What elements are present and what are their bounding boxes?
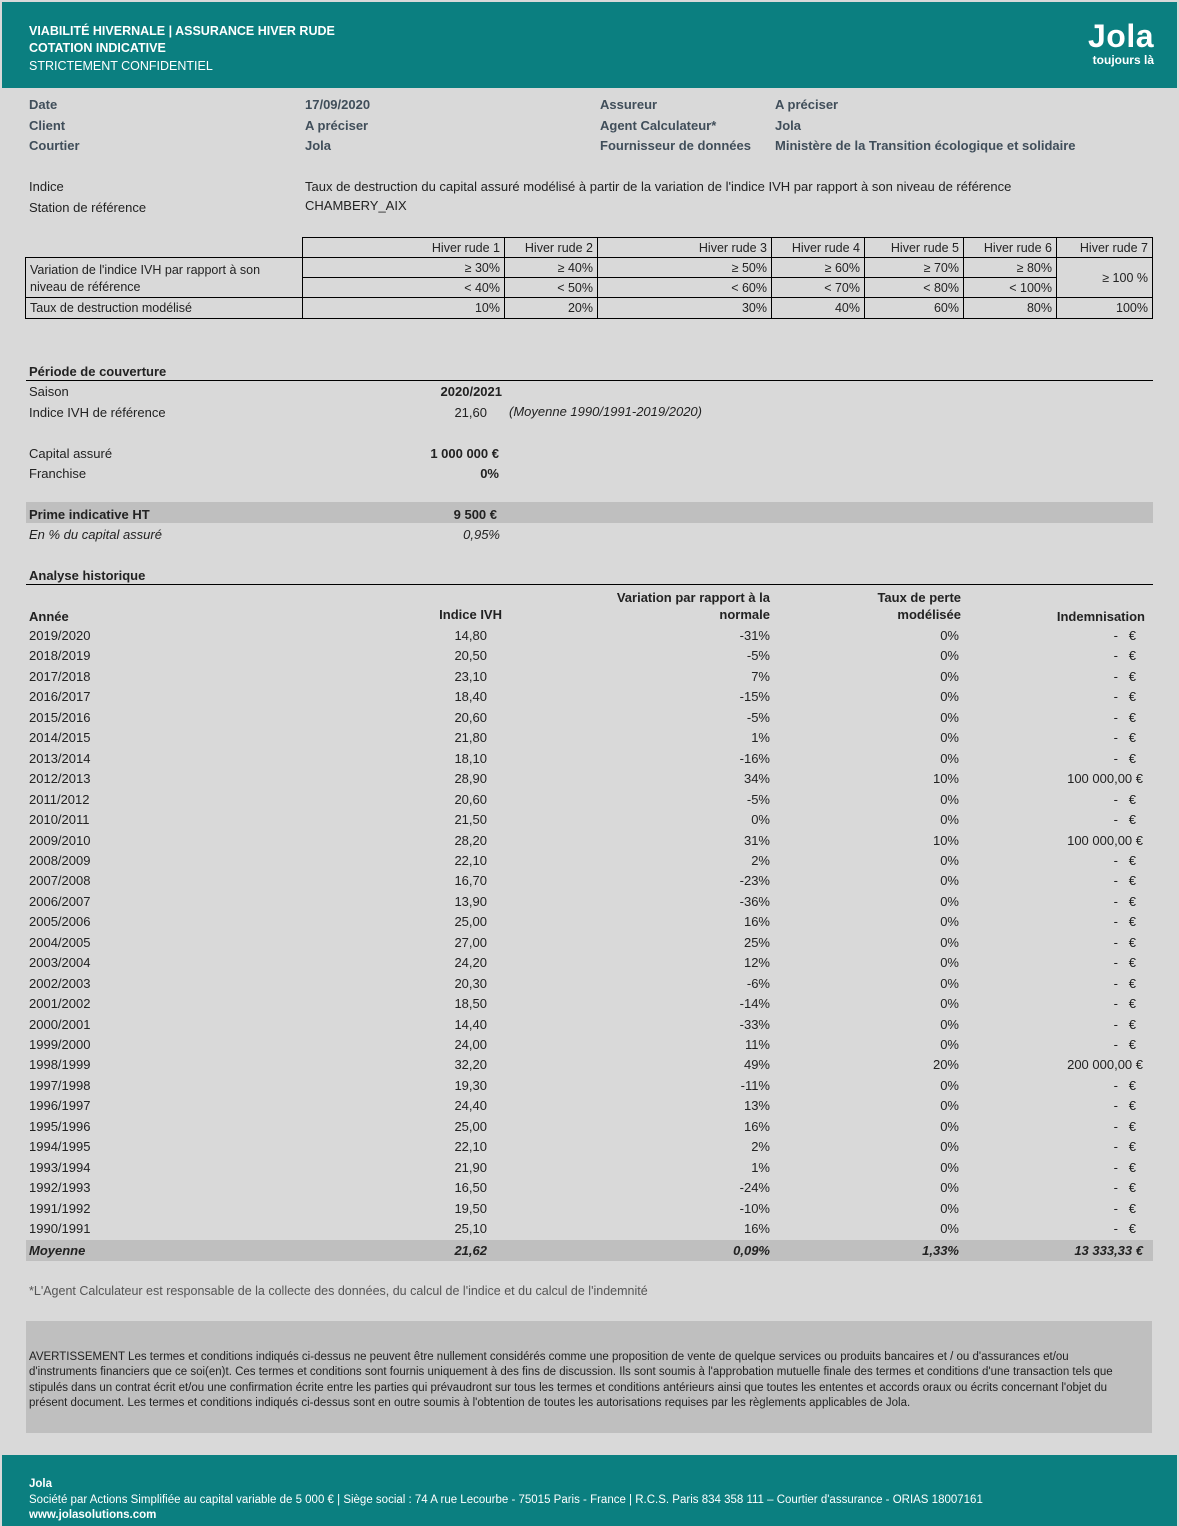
row-ivh: 19,50 xyxy=(454,1200,487,1216)
table-row xyxy=(29,646,1149,666)
row-ivh: 14,40 xyxy=(454,1016,487,1032)
row-indemnisation: - € xyxy=(1113,1098,1136,1114)
client-value: A préciser xyxy=(305,118,369,133)
row-variation: 25% xyxy=(743,934,770,950)
footnote: *L'Agent Calculateur est responsable de la collecte des données, du calcul de l'indice et du calcul de l'indemnité xyxy=(29,1284,648,1298)
row-year: 2017/2018 xyxy=(29,668,91,684)
row-loss-rate: 0% xyxy=(940,1200,959,1216)
row-loss-rate: 20% xyxy=(932,1057,959,1073)
table-row xyxy=(29,1137,1149,1157)
row-loss-rate: 0% xyxy=(940,996,959,1012)
courtier-value: Jola xyxy=(305,138,332,153)
row-variation: -11% xyxy=(740,1077,770,1093)
table-row xyxy=(29,708,1149,728)
threshold-header: Hiver rude 7 xyxy=(1056,237,1153,258)
footer-company: Jola xyxy=(29,1478,53,1490)
indice-label: Indice xyxy=(29,179,64,194)
row-indemnisation: 100 000,00 € xyxy=(1067,771,1143,787)
row-indemnisation: - € xyxy=(1113,689,1136,705)
station-value: CHAMBERY_AIX xyxy=(305,198,407,213)
row-indemnisation: - € xyxy=(1113,812,1136,828)
row-variation: -16% xyxy=(739,750,770,766)
col-ivh: Indice IVH xyxy=(439,607,502,622)
fournisseur-label: Fournisseur de données xyxy=(600,138,751,153)
row-indemnisation: - € xyxy=(1113,934,1136,950)
row-variation: 0% xyxy=(751,812,770,828)
row-indemnisation: - € xyxy=(1113,1077,1136,1093)
table-row xyxy=(29,994,1149,1014)
row-year: 1991/1992 xyxy=(29,1200,91,1216)
row-variation: -14% xyxy=(739,996,770,1012)
table-row xyxy=(29,892,1149,912)
variation-label: Variation de l'indice IVH par rapport à son niveau de référence xyxy=(25,257,303,298)
row-variation: 31% xyxy=(743,832,770,848)
row-loss-rate: 0% xyxy=(940,934,959,950)
threshold-lower: ≥ 40% xyxy=(504,257,598,278)
row-year: 1992/1993 xyxy=(29,1180,91,1196)
row-ivh: 20,60 xyxy=(454,709,487,725)
col-indemnisation: Indemnisation xyxy=(1056,609,1145,624)
table-row xyxy=(29,1055,1149,1075)
capital-label: Capital assuré xyxy=(29,446,113,461)
row-indemnisation: - € xyxy=(1113,1159,1136,1175)
row-loss-rate: 0% xyxy=(940,668,959,684)
table-row xyxy=(29,974,1149,994)
row-loss-rate: 0% xyxy=(940,730,959,746)
row-variation: -24% xyxy=(739,1180,770,1196)
row-year: 2013/2014 xyxy=(29,750,91,766)
average-row xyxy=(29,1241,1149,1261)
row-ivh: 18,10 xyxy=(454,750,487,766)
threshold-upper: < 80% xyxy=(864,277,964,298)
threshold-header: Hiver rude 4 xyxy=(771,237,865,258)
footer-banner xyxy=(2,1455,1177,1526)
header-confidential: STRICTEMENT CONFIDENTIEL xyxy=(29,59,213,73)
avg-ivh: 21,62 xyxy=(454,1243,487,1258)
threshold-upper: < 50% xyxy=(504,277,598,298)
row-indemnisation: - € xyxy=(1113,893,1136,909)
col-loss-line2: modélisée xyxy=(897,607,961,622)
row-year: 1993/1994 xyxy=(29,1159,91,1175)
row-variation: -36% xyxy=(739,893,770,909)
row-loss-rate: 0% xyxy=(940,689,959,705)
row-variation: 49% xyxy=(743,1057,770,1073)
table-row xyxy=(29,687,1149,707)
row-variation: -5% xyxy=(746,709,770,725)
indice-value: Taux de destruction du capital assuré modélisé à partir de la variation de l'indice IVH par rapport à son niveau de référence xyxy=(305,179,1012,194)
table-row xyxy=(29,1035,1149,1055)
threshold-upper: < 100% xyxy=(963,277,1057,298)
table-row xyxy=(29,1015,1149,1035)
row-ivh: 13,90 xyxy=(454,893,487,909)
table-row xyxy=(29,810,1149,830)
row-indemnisation: - € xyxy=(1113,852,1136,868)
table-row xyxy=(29,790,1149,810)
row-indemnisation: 200 000,00 € xyxy=(1067,1057,1143,1073)
row-ivh: 16,70 xyxy=(454,873,487,889)
table-row xyxy=(29,1178,1149,1198)
row-loss-rate: 10% xyxy=(932,771,959,787)
row-ivh: 14,80 xyxy=(454,628,487,643)
table-row xyxy=(29,933,1149,953)
fournisseur-value: Ministère de la Transition écologique et solidaire xyxy=(775,138,1076,153)
table-row xyxy=(29,1117,1149,1137)
row-ivh: 21,80 xyxy=(454,730,487,746)
row-indemnisation: - € xyxy=(1113,628,1136,643)
row-variation: -15% xyxy=(739,689,770,705)
threshold-rate: 20% xyxy=(504,297,598,319)
logo-tagline: toujours là xyxy=(1092,53,1154,67)
row-ivh: 32,20 xyxy=(454,1057,487,1073)
threshold-header: Hiver rude 5 xyxy=(864,237,964,258)
row-ivh: 20,60 xyxy=(454,791,487,807)
row-year: 1996/1997 xyxy=(29,1098,91,1114)
row-indemnisation: 100 000,00 € xyxy=(1067,832,1143,848)
row-ivh: 22,10 xyxy=(454,852,487,868)
row-variation: -33% xyxy=(739,1016,770,1032)
table-row xyxy=(29,953,1149,973)
row-loss-rate: 0% xyxy=(940,1118,959,1134)
row-indemnisation: - € xyxy=(1113,1016,1136,1032)
date-value: 17/09/2020 xyxy=(305,97,371,112)
table-row xyxy=(29,728,1149,748)
row-year: 2005/2006 xyxy=(29,914,91,930)
rate-label: Taux de destruction modélisé xyxy=(25,297,303,319)
avg-var: 0,09% xyxy=(733,1243,770,1258)
row-indemnisation: - € xyxy=(1113,709,1136,725)
row-ivh: 18,50 xyxy=(454,996,487,1012)
row-variation: -23% xyxy=(739,873,770,889)
saison-value: 2020/2021 xyxy=(440,384,502,399)
header-title: VIABILITÉ HIVERNALE | ASSURANCE HIVER RUDE xyxy=(29,24,335,38)
table-row xyxy=(29,1076,1149,1096)
row-year: 2011/2012 xyxy=(29,791,90,807)
row-indemnisation: - € xyxy=(1113,996,1136,1012)
footer-website[interactable]: www.jolasolutions.com xyxy=(29,1509,157,1521)
row-ivh: 18,40 xyxy=(454,689,487,705)
row-indemnisation: - € xyxy=(1113,750,1136,766)
row-variation: 16% xyxy=(743,914,770,930)
row-year: 2014/2015 xyxy=(29,730,91,746)
row-loss-rate: 0% xyxy=(940,893,959,909)
row-year: 2001/2002 xyxy=(29,996,91,1012)
pct-label: En % du capital assuré xyxy=(29,527,162,542)
threshold-rate: 30% xyxy=(597,297,772,319)
row-year: 1997/1998 xyxy=(29,1077,91,1093)
logo-name: Jola xyxy=(1087,18,1154,54)
threshold-upper: < 60% xyxy=(597,277,772,298)
row-loss-rate: 0% xyxy=(940,709,959,725)
prime-value: 9 500 € xyxy=(453,507,497,522)
row-ivh: 24,20 xyxy=(454,955,487,971)
row-variation: 11% xyxy=(744,1037,770,1052)
threshold-upper: < 70% xyxy=(771,277,865,298)
row-variation: 16% xyxy=(743,1118,770,1134)
row-ivh: 28,90 xyxy=(454,771,487,787)
row-ivh: 21,50 xyxy=(454,812,487,828)
row-loss-rate: 0% xyxy=(940,1180,959,1196)
row-ivh: 21,90 xyxy=(454,1159,487,1175)
row-year: 2009/2010 xyxy=(29,832,91,848)
footer-legal: Société par Actions Simplifiée au capital variable de 5 000 € | Siège social : 74 A rue Lecourbe - 75015 Paris - France | R.C.S. Paris 834 358 111 – Courtier d'assurance - ORIAS 18007161 xyxy=(29,1494,983,1506)
row-year: 2006/2007 xyxy=(29,893,91,909)
row-year: 2018/2019 xyxy=(29,648,91,664)
threshold-rate: 100% xyxy=(1056,297,1153,319)
table-row xyxy=(29,1219,1149,1239)
ivh-ref-value: 21,60 xyxy=(454,405,487,420)
threshold-lower: ≥ 30% xyxy=(302,257,505,278)
row-indemnisation: - € xyxy=(1113,791,1136,807)
row-year: 1990/1991 xyxy=(29,1221,91,1237)
row-ivh: 25,00 xyxy=(454,1118,487,1134)
station-label: Station de référence xyxy=(29,200,147,215)
row-ivh: 16,50 xyxy=(454,1180,487,1196)
assureur-label: Assureur xyxy=(600,97,658,112)
agent-label: Agent Calculateur* xyxy=(600,118,717,133)
row-ivh: 27,00 xyxy=(454,934,487,950)
table-row xyxy=(29,1158,1149,1178)
threshold-upper: < 40% xyxy=(302,277,505,298)
row-loss-rate: 0% xyxy=(940,1016,959,1032)
row-year: 2010/2011 xyxy=(29,812,90,828)
ivh-ref-label: Indice IVH de référence xyxy=(29,405,166,420)
row-indemnisation: - € xyxy=(1113,1180,1136,1196)
threshold-lower: ≥ 60% xyxy=(771,257,865,278)
threshold-rate: 80% xyxy=(963,297,1057,319)
row-variation: 16% xyxy=(743,1221,770,1237)
row-ivh: 24,40 xyxy=(454,1098,487,1114)
row-loss-rate: 0% xyxy=(940,955,959,971)
threshold-lower: ≥ 70% xyxy=(864,257,964,278)
row-year: 2015/2016 xyxy=(29,709,91,725)
row-loss-rate: 0% xyxy=(940,873,959,889)
row-loss-rate: 0% xyxy=(940,648,959,664)
agent-value: Jola xyxy=(775,118,802,133)
row-indemnisation: - € xyxy=(1113,914,1136,930)
row-loss-rate: 0% xyxy=(940,1221,959,1237)
row-variation: -6% xyxy=(746,975,770,991)
table-row xyxy=(29,831,1149,851)
table-row xyxy=(29,667,1149,687)
jola-logo xyxy=(1088,19,1154,67)
row-loss-rate: 0% xyxy=(940,1077,959,1093)
threshold-rate: 10% xyxy=(302,297,505,319)
row-year: 1995/1996 xyxy=(29,1118,91,1134)
row-year: 1999/2000 xyxy=(29,1037,91,1052)
row-variation: 1% xyxy=(751,1159,770,1175)
client-label: Client xyxy=(29,118,66,133)
row-ivh: 20,30 xyxy=(454,975,487,991)
col-var-line1: Variation par rapport à la xyxy=(616,590,770,605)
capital-value: 1 000 000 € xyxy=(430,446,499,461)
row-year: 2012/2013 xyxy=(29,771,91,787)
table-row xyxy=(29,1199,1149,1219)
row-loss-rate: 0% xyxy=(940,852,959,868)
table-row xyxy=(29,912,1149,932)
franchise-label: Franchise xyxy=(29,466,87,481)
row-indemnisation: - € xyxy=(1113,730,1136,746)
row-indemnisation: - € xyxy=(1113,1221,1136,1237)
row-loss-rate: 0% xyxy=(940,1139,959,1155)
ivh-ref-note: (Moyenne 1990/1991-2019/2020) xyxy=(509,404,702,419)
date-label: Date xyxy=(29,97,58,112)
table-row xyxy=(29,769,1149,789)
col-year: Année xyxy=(29,609,69,624)
table-row xyxy=(29,871,1149,891)
row-ivh: 25,10 xyxy=(454,1221,487,1237)
col-loss-line1: Taux de perte xyxy=(877,590,961,605)
saison-label: Saison xyxy=(29,384,69,399)
row-variation: 12% xyxy=(743,955,770,971)
row-year: 2007/2008 xyxy=(29,873,91,889)
row-ivh: 22,10 xyxy=(454,1139,487,1155)
prime-label: Prime indicative HT xyxy=(29,507,150,522)
row-variation: -5% xyxy=(746,791,770,807)
threshold-header: Hiver rude 2 xyxy=(504,237,598,258)
threshold-lower: ≥ 80% xyxy=(963,257,1057,278)
table-row xyxy=(29,851,1149,871)
row-variation: -5% xyxy=(746,648,770,664)
row-ivh: 28,20 xyxy=(454,832,487,848)
threshold-rate: 40% xyxy=(771,297,865,319)
row-variation: 1% xyxy=(751,730,770,746)
row-loss-rate: 0% xyxy=(940,1159,959,1175)
history-title: Analyse historique xyxy=(29,568,146,583)
table-row xyxy=(29,626,1149,646)
row-year: 2008/2009 xyxy=(29,852,91,868)
row-indemnisation: - € xyxy=(1113,1118,1136,1134)
row-variation: 7% xyxy=(751,668,770,684)
threshold-header: Hiver rude 1 xyxy=(302,237,505,258)
row-loss-rate: 0% xyxy=(940,914,959,930)
row-ivh: 19,30 xyxy=(454,1077,487,1093)
header-banner xyxy=(2,2,1177,88)
courtier-label: Courtier xyxy=(29,138,80,153)
threshold-lower: ≥ 50% xyxy=(597,257,772,278)
franchise-value: 0% xyxy=(480,466,499,481)
row-loss-rate: 0% xyxy=(940,791,959,807)
row-loss-rate: 0% xyxy=(940,750,959,766)
row-loss-rate: 0% xyxy=(940,1098,959,1114)
avg-loss: 1,33% xyxy=(922,1243,959,1258)
row-variation: 2% xyxy=(751,1139,770,1155)
pct-value: 0,95% xyxy=(463,527,500,542)
history-divider xyxy=(26,584,1153,585)
row-year: 2004/2005 xyxy=(29,934,91,950)
row-year: 2019/2020 xyxy=(29,628,91,643)
table-row xyxy=(29,1096,1149,1116)
row-indemnisation: - € xyxy=(1113,648,1136,664)
threshold-header: Hiver rude 6 xyxy=(963,237,1057,258)
col-var-line2: normale xyxy=(719,607,770,622)
row-loss-rate: 0% xyxy=(940,1037,959,1052)
disclaimer-text: AVERTISSEMENT Les termes et conditions indiqués ci-dessus ne peuvent être nullement considérés comme une proposition de vente de quelque services ou produits bancaires et / ou d'assurances et/ou d'instruments financiers que ce soi(en)t. Ces termes et conditions sont fournis uniquement à des fins de discussion. Ils sont soumis à l'approbation mutuelle finale des termes et conditions d'une transaction tels que stipulés dans un contrat écrit et/ou une confirmation écrite entre les parties qui prévaudront sur tous les termes et conditions antérieurs ainsi que toutes les ententes et accords oraux ou écrits concernant l'objet du présent document. Les termes et conditions indiqués ci-dessus sont en outre soumis à l'obtention de toutes les autorisations requises par les règlements applicables de Jola. xyxy=(29,1351,1113,1409)
row-year: 2016/2017 xyxy=(29,689,91,705)
avg-label: Moyenne xyxy=(29,1243,86,1258)
row-year: 2002/2003 xyxy=(29,975,91,991)
row-year: 1994/1995 xyxy=(29,1139,91,1155)
avg-indemnisation: 13 333,33 € xyxy=(1074,1243,1143,1258)
row-indemnisation: - € xyxy=(1113,1139,1136,1155)
row-ivh: 24,00 xyxy=(454,1037,487,1052)
row-ivh: 25,00 xyxy=(454,914,487,930)
row-indemnisation: - € xyxy=(1113,668,1136,684)
row-loss-rate: 0% xyxy=(940,812,959,828)
threshold-header: Hiver rude 3 xyxy=(597,237,772,258)
coverage-title: Période de couverture xyxy=(29,364,167,379)
row-loss-rate: 10% xyxy=(932,832,959,848)
row-indemnisation: - € xyxy=(1113,873,1136,889)
premium-bar xyxy=(26,502,1153,523)
row-year: 2003/2004 xyxy=(29,955,91,971)
row-ivh: 23,10 xyxy=(454,668,487,684)
coverage-divider xyxy=(26,380,1153,381)
assureur-value: A préciser xyxy=(775,97,839,112)
threshold-rate: 60% xyxy=(864,297,964,319)
row-variation: 34% xyxy=(743,771,770,787)
row-indemnisation: - € xyxy=(1113,1037,1136,1052)
row-loss-rate: 0% xyxy=(940,628,959,643)
row-variation: 2% xyxy=(751,852,770,868)
threshold-last: ≥ 100 % xyxy=(1056,257,1153,298)
table-row xyxy=(29,749,1149,769)
row-indemnisation: - € xyxy=(1113,955,1136,971)
row-variation: -31% xyxy=(739,628,770,643)
row-indemnisation: - € xyxy=(1113,975,1136,991)
row-year: 2000/2001 xyxy=(29,1016,91,1032)
row-ivh: 20,50 xyxy=(454,648,487,664)
row-variation: 13% xyxy=(743,1098,770,1114)
row-loss-rate: 0% xyxy=(940,975,959,991)
row-indemnisation: - € xyxy=(1113,1200,1136,1216)
row-variation: -10% xyxy=(739,1200,770,1216)
header-subtitle: COTATION INDICATIVE xyxy=(29,41,166,55)
row-year: 1998/1999 xyxy=(29,1057,91,1073)
